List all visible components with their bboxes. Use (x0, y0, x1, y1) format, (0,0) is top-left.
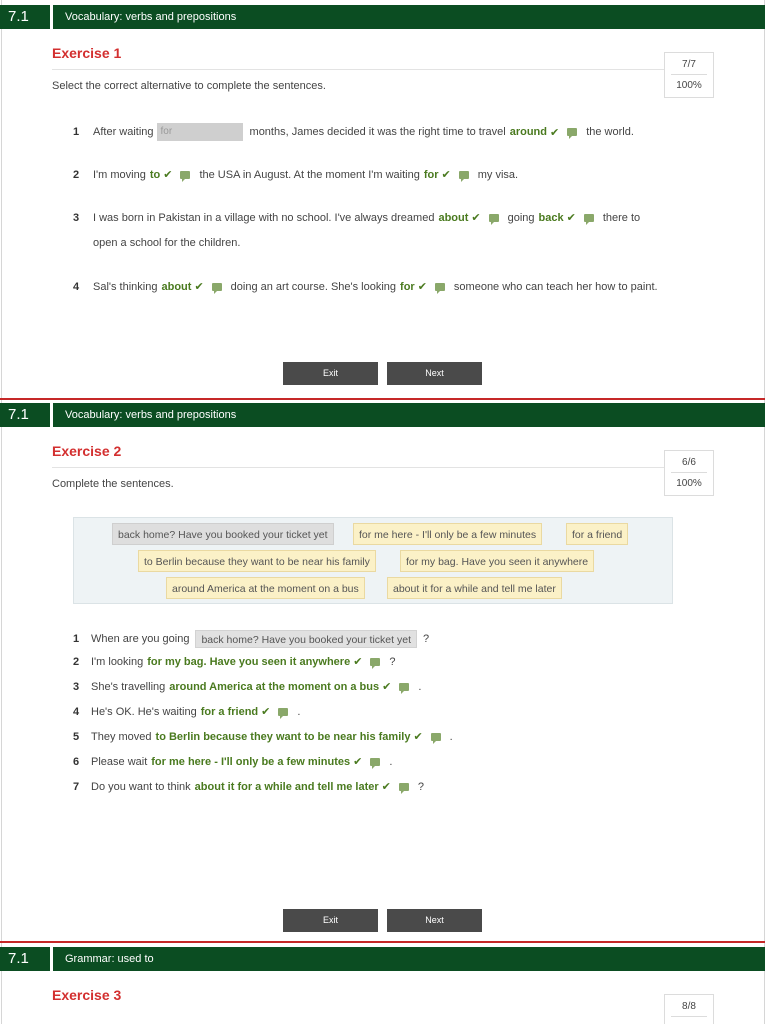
correct-answer: to Berlin because they want to be near his family (155, 730, 411, 743)
check-icon: ✔ (261, 706, 271, 718)
exercise-3-panel (0, 941, 768, 1024)
feedback-icon[interactable] (431, 733, 441, 741)
check-icon: ✔ (381, 781, 391, 793)
exit-button[interactable]: Exit (283, 909, 378, 932)
score-box (664, 994, 714, 1024)
score-fraction: 7/7 (671, 53, 707, 75)
feedback-icon[interactable] (180, 171, 190, 179)
divider (52, 69, 664, 70)
score-fraction: 6/6 (671, 451, 707, 473)
exercise-title: Exercise 1 (52, 45, 122, 61)
word-bank (73, 517, 673, 604)
question-4: 4 Sal's thinking about ✔ doing an art course. She's looking for ✔ someone who can teach her how to paint. (73, 280, 658, 293)
feedback-icon[interactable] (370, 758, 380, 766)
instruction: Select the correct alternative to complete the sentences. (52, 80, 326, 92)
instruction: Complete the sentences. (52, 478, 174, 490)
exercise-title: Exercise 2 (52, 443, 122, 459)
score-percent: 100% (676, 478, 702, 489)
section-title: Vocabulary: verbs and prepositions (53, 5, 765, 29)
feedback-icon[interactable] (399, 783, 409, 791)
correct-answer: around (509, 126, 547, 138)
word-chip[interactable]: to Berlin because they want to be near his family (138, 550, 376, 572)
question-1: 1 When are you going back home? Have you booked your ticket yet ? (73, 630, 429, 648)
word-chip[interactable]: about it for a while and tell me later (387, 577, 562, 599)
correct-answer: for a friend (200, 705, 259, 718)
word-chip[interactable]: for me here - I'll only be a few minutes (353, 523, 542, 545)
score-fraction: 8/8 (671, 995, 707, 1017)
feedback-icon[interactable] (399, 683, 409, 691)
exercise-title: Exercise 3 (52, 987, 122, 1003)
feedback-icon[interactable] (584, 214, 594, 222)
feedback-icon[interactable] (435, 283, 445, 291)
question-3: 3 I was born in Pakistan in a village with no school. I've always dreamed about ✔ going back ✔ there to (73, 211, 641, 224)
word-chip[interactable]: around America at the moment on a bus (166, 577, 365, 599)
unit-number: 7.1 (0, 5, 50, 29)
check-icon: ✔ (471, 212, 481, 224)
divider (52, 467, 664, 468)
correct-answer: for me here - I'll only be a few minutes (151, 755, 351, 768)
correct-answer: about (438, 211, 469, 224)
check-icon: ✔ (353, 656, 363, 668)
exercise-2-panel (0, 398, 768, 943)
word-chip[interactable]: back home? Have you booked your ticket yet (112, 523, 334, 545)
feedback-icon[interactable] (459, 171, 469, 179)
answer-gap-input[interactable]: for (157, 123, 243, 141)
check-icon: ✔ (382, 681, 392, 693)
check-icon: ✔ (417, 281, 427, 293)
question-1: 1 After waiting for months, James decided it was the right time to travel around ✔ the world. (73, 123, 634, 141)
feedback-icon[interactable] (489, 214, 499, 222)
question-2: 2 I'm moving to ✔ the USA in August. At the moment I'm waiting for ✔ my visa. (73, 168, 519, 181)
word-chip[interactable]: for my bag. Have you seen it anywhere (400, 550, 594, 572)
question-3: 3 She's travelling around America at the moment on a bus ✔ . (73, 680, 422, 693)
question-3-continued: open a school for the children. (93, 237, 241, 249)
exercise-1-panel (0, 0, 768, 400)
question-6: 6 Please wait for me here - I'll only be a few minutes ✔ . (73, 755, 393, 768)
correct-answer: to (149, 168, 161, 181)
question-2: 2 I'm looking for my bag. Have you seen it anywhere ✔ ? (73, 655, 396, 668)
correct-answer: back (538, 211, 564, 224)
section-title: Vocabulary: verbs and prepositions (53, 403, 765, 427)
correct-answer: for (400, 280, 415, 293)
score-box (664, 52, 714, 98)
panel-header (0, 5, 765, 29)
next-button[interactable]: Next (387, 362, 482, 385)
check-icon: ✔ (353, 756, 363, 768)
question-7: 7 Do you want to think about it for a while and tell me later ✔ ? (73, 780, 424, 793)
check-icon: ✔ (566, 212, 576, 224)
unit-number: 7.1 (0, 403, 50, 427)
check-icon: ✔ (194, 281, 204, 293)
section-title: Grammar: used to (53, 947, 765, 971)
correct-answer: about (161, 280, 192, 293)
correct-answer: about it for a while and tell me later (194, 780, 379, 793)
score-box (664, 450, 714, 496)
check-icon: ✔ (163, 169, 173, 181)
unit-number: 7.1 (0, 947, 50, 971)
next-button[interactable]: Next (387, 909, 482, 932)
word-chip[interactable]: for a friend (566, 523, 628, 545)
feedback-icon[interactable] (567, 128, 577, 136)
score-percent: 100% (676, 80, 702, 91)
feedback-icon[interactable] (212, 283, 222, 291)
correct-answer: for (423, 168, 439, 181)
feedback-icon[interactable] (278, 708, 288, 716)
correct-answer: for my bag. Have you seen it anywhere (147, 655, 351, 668)
check-icon: ✔ (413, 731, 423, 743)
panel-header (0, 403, 765, 427)
exit-button[interactable]: Exit (283, 362, 378, 385)
correct-answer: around America at the moment on a bus (169, 680, 380, 693)
question-5: 5 They moved to Berlin because they want to be near his family ✔ . (73, 730, 453, 743)
check-icon: ✔ (549, 126, 560, 139)
panel-header (0, 947, 765, 971)
question-4: 4 He's OK. He's waiting for a friend ✔ . (73, 705, 301, 718)
feedback-icon[interactable] (370, 658, 380, 666)
answer-drop-zone[interactable]: back home? Have you booked your ticket yet (195, 630, 417, 648)
check-icon: ✔ (441, 169, 451, 181)
